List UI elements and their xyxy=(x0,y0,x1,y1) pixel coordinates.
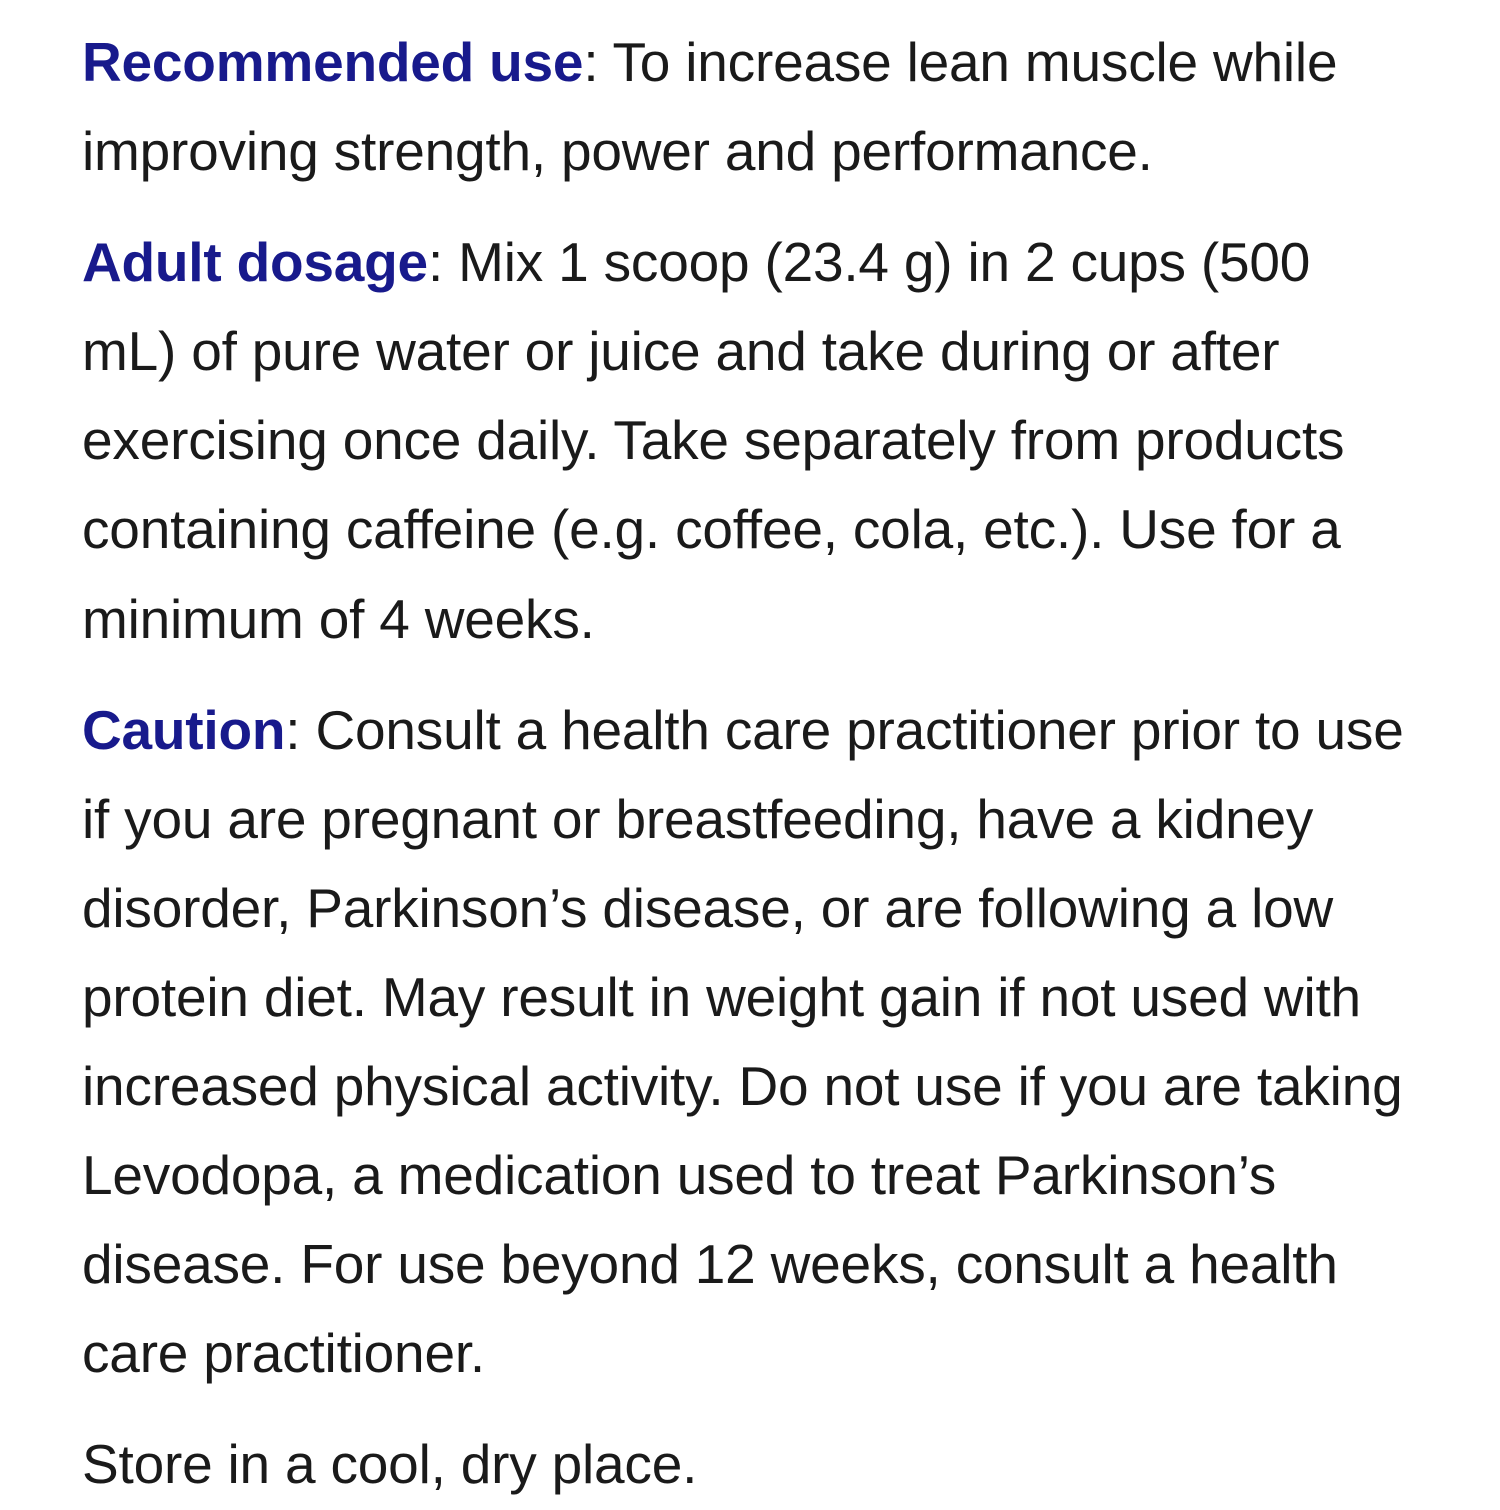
caution-heading: Caution xyxy=(82,698,286,761)
adult-dosage-heading: Adult dosage xyxy=(82,231,428,294)
caution-separator: : xyxy=(285,698,316,761)
adult-dosage-paragraph xyxy=(82,218,1410,663)
recommended-use-body: To increase lean muscle while improving strength, power and performance. xyxy=(82,31,1338,183)
caution-paragraph xyxy=(82,686,1410,1399)
recommended-use-heading: Recommended use xyxy=(82,31,584,93)
adult-dosage-separator: : xyxy=(427,231,459,294)
recommended-use-separator: : xyxy=(583,31,613,93)
storage-note-text: Store in a cool, dry place. xyxy=(82,1433,698,1496)
storage-note-paragraph xyxy=(82,1420,1410,1509)
caution-body: Consult a health care practitioner prior to use if you are pregnant or breastfeeding, have a kidney disorder, Parkinson’s disease, or are following a low protein diet. May result in weight gain if not used with increased physical activity. Do not use if you are taking Levodopa, a medication used to treat Parkinson’s disease. For use beyond 12 weeks, consult a health care practitioner. xyxy=(82,698,1404,1385)
adult-dosage-body: Mix 1 scoop (23.4 g) in 2 cups (500 mL) of pure water or juice and take during or after exercising once daily. Take separately from products containing caffeine (e.g. coffee, cola, etc.). Use for a minimum of 4 weeks. xyxy=(82,231,1345,650)
recommended-use-paragraph xyxy=(82,18,1410,196)
